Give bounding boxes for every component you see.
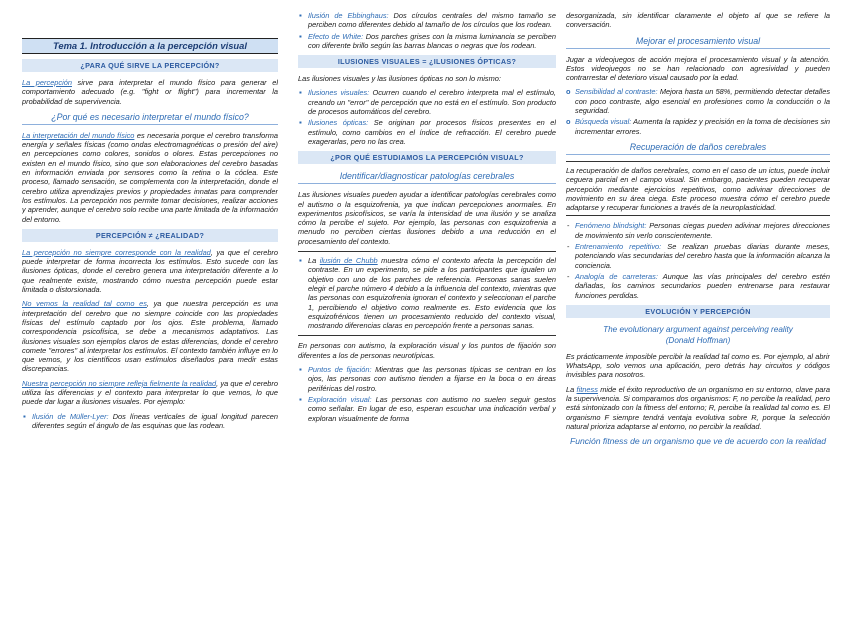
subheading-improve-processing: Mejorar el procesamiento visual xyxy=(566,35,830,49)
list-item-text: Dos círculos centrales del mismo tamaño se perciben como diferentes debido al tamaño de los círculos que los rodean. xyxy=(308,11,556,30)
term-muller-lyer: Ilusión de Müller-Lyer: xyxy=(32,411,109,421)
list-item-text: La xyxy=(308,256,320,266)
paragraph-not-as-is xyxy=(22,299,278,373)
term-fixation: Puntos de fijación: xyxy=(308,365,372,375)
list-item xyxy=(575,221,830,240)
subheading-pathologies: Identificar/diagnosticar patologías cerebrales xyxy=(298,170,556,184)
chubb-box xyxy=(298,251,556,336)
list-item-text: Ocurren cuando el cerebro interpreta mal el estímulo, creando un "error" de percepción que no está en el estímulo. Son producto de procesos automáticos del cerebro. xyxy=(308,88,556,117)
paragraph-text: , ya que el cerebro puede interpretar de forma incorrecta los estímulos. Esto sucede con las ilusiones ópticas, donde el cerebro genera una interpretación diferente a lo que realmente existe, mostrando cómo nuestra percepción puede estar limitada o distorsionada. xyxy=(22,247,278,295)
list-item xyxy=(575,117,830,136)
paragraph-text: sirve para interpretar el mundo físico para generar el comportamiento adecuado (e.g. "fight or flight") para incrementar la probabilidad de supervivencia. xyxy=(22,78,278,106)
paragraph-videogames: Jugar a videojuegos de acción mejora el procesamiento visual y la atención. Estos videojuegos no se han relacionado con agresividad y pueden contrarrestar el deterioro visual causado por la edad. xyxy=(566,54,830,83)
paragraph-not-same: Las ilusiones visuales y las ilusiones ópticas no son lo mismo: xyxy=(298,74,501,84)
paragraph-continuation: desorganizada, sin identificar claramente el objeto al que se refiere la conversación. xyxy=(566,11,830,30)
list-item-text: muestra cómo el contexto afecta la percepción del contraste. En un experimento, se pide a los participantes que igualen un objetivo con uno de los parches de referencia. Personas sanas suelen elegir el parche número 4 debido a la influencia del contexto, mientras que las personas con esquizofrenia ignoran el contexto y seleccionan el parche 1, percibiendo el objetivo como realmente es. Esto evidencia que los esquizofrénicos tienen un procesamiento reducido del contexto visual, mostrando diferencias claras en percepción frente a personas sanas. xyxy=(308,256,556,331)
term-repetitive-training: Entrenamiento repetitivo: xyxy=(575,242,662,252)
paragraph-recovery: La recuperación de daños cerebrales, como en el caso de un ictus, puede incluir ceguera parcial en el campo visual. Sin embargo, pacientes pueden recuperar percepción mediante ejercicios repetitivos, como adivinar direcciones de movimiento en su área ciega. Este proceso muestra cómo el cerebro puede adaptarse y recuperar funciones a través de la neuroplasticidad. xyxy=(566,165,830,213)
subheading-interpret-world: ¿Por qué es necesario interpretar el mundo físico? xyxy=(22,111,278,125)
list-item xyxy=(308,365,556,393)
term-contrast-sensitivity: Sensibilidad al contraste: xyxy=(575,87,658,97)
term-exploration: Exploración visual: xyxy=(308,394,372,404)
list-item-text: Dos líneas verticales de igual longitud parecen diferentes según el ángulo de las esquinas que las rodean. xyxy=(32,411,278,430)
paragraph-perception xyxy=(22,78,278,106)
list-item xyxy=(32,412,278,431)
list-item-text: Se originan por procesos físicos presentes en el estímulo, como cambios en el índice de refracción. El cerebro puede exagerarlas, pero no las crea. xyxy=(308,118,556,146)
section-bar-why-study: ¿POR QUÉ ESTUDIAMOS LA PERCEPCIÓN VISUAL? xyxy=(298,151,556,164)
list-item-text: Aumenta la rapidez y precisión en la toma de decisiones sin incrementar errores. xyxy=(575,117,830,136)
illusion-list xyxy=(22,412,278,431)
videogame-benefits-list xyxy=(566,87,830,135)
list-item-text: Mientras que las personas típicas se centran en los ojos, las personas con autismo tienden a fijarse en la boca o en áreas periféricas del rostro. xyxy=(308,365,556,393)
section-bar-perception-reality: PERCEPCIÓN ≠ ¿REALIDAD? xyxy=(22,229,278,242)
autism-list xyxy=(298,365,556,423)
list-item xyxy=(308,118,556,146)
paragraph-not-reality xyxy=(22,248,278,294)
recovery-list xyxy=(566,221,830,299)
term-visual-search: Búsqueda visual: xyxy=(575,117,632,127)
paragraph-not-faithful xyxy=(22,379,278,407)
column-2 xyxy=(298,11,556,610)
paragraph-text: La xyxy=(566,384,577,394)
page-title: Tema 1. Introducción a la percepción visual xyxy=(22,38,278,54)
paragraph-autism: En personas con autismo, la exploración visual y los puntos de fijación son diferentes a los de personas neurotípicas. xyxy=(298,341,556,360)
list-item xyxy=(308,256,556,330)
term-perception: La percepción xyxy=(22,78,72,87)
chubb-list xyxy=(298,256,556,330)
column-3 xyxy=(566,11,830,610)
term-optical-illusions: Ilusiones ópticas: xyxy=(308,118,369,128)
list-item-text: Se realizan pruebas diarias durante meses, potenciando vías secundarias del cerebro hasta que la información alcanza la conciencia. xyxy=(575,242,830,270)
term-ebbinghaus: Ilusión de Ebbinghaus: xyxy=(308,11,389,20)
term-not-reality: La percepción no siempre corresponde con la realidad xyxy=(22,247,211,257)
list-item-text: Personas ciegas pueden adivinar mejores direcciones de movimiento sin verlo conscientemente. xyxy=(575,221,830,240)
section-bar-evolution: EVOLUCIÓN Y PERCEPCIÓN xyxy=(566,305,830,318)
column-1 xyxy=(22,38,278,637)
list-item xyxy=(308,32,556,51)
term-blindsight: Fenómeno blindsight: xyxy=(575,221,647,231)
term-interpretation: La interpretación del mundo físico xyxy=(22,130,135,140)
list-item xyxy=(308,88,556,116)
subheading-fitness-function: Función fitness de un organismo que ve de acuerdo con la realidad xyxy=(569,436,827,447)
section-bar-visual-optical: ILUSIONES VISUALES = ¿ILUSIONES ÓPTICAS? xyxy=(298,55,556,68)
list-item-text: Las personas con autismo no suelen seguir gestos como señalar. En lugar de eso, esperan escuchar una indicación verbal y exploran visualmente de forma xyxy=(308,394,556,423)
term-visual-illusions: Ilusiones visuales: xyxy=(308,88,370,98)
term-road-analogy: Analogía de carreteras: xyxy=(575,271,658,281)
quote-author: (Donald Hoffman) xyxy=(665,335,731,345)
quote-title: The evolutionary argument against perceiving reality xyxy=(603,324,793,334)
term-not-as-is: No vemos la realidad tal como es xyxy=(22,299,147,309)
list-item-text: Aunque las vías principales del cerebro estén dañadas, los caminos secundarios pueden entrenarse para restaurar funciones perdidas. xyxy=(575,271,830,300)
term-chubb: ilusión de Chubb xyxy=(319,256,378,266)
paragraph-text: , ya que el cerebro utiliza las diferencias y el contexto para interpretar lo que vemos, lo que puede dar lugar a ilusiones visuales. Por ejemplo: xyxy=(22,378,278,407)
paragraph-text: , ya que nuestra percepción es una interpretación del cerebro que no siempre coincide con las propiedades físicas del estímulo captado por los ojos. Este problema, llamado correspondencia psicofísica, se debe a mecanismos adaptativos. Las ilusiones visuales son ejemplos claros de estas diferencias, donde el cerebro comete "errores" al interpretar los estímulos. El contexto también influye en lo que vemos, y los científicos usan estímulos diseñados para medir estas discrepancias. xyxy=(22,299,278,374)
paragraph-pathologies: Las ilusiones visuales pueden ayudar a identificar patologías cerebrales como el autismo o la esquizofrenia, ya que indican percepciones anormales. En experimentos psicofísicos, se varía la intensidad de una ilusión y se analiza cómo la percibe el sujeto. Por ejemplo, las personas con esquizofrenia a menudo no perciben ciertas ilusiones debido a una reducción en el procesamiento del contexto. xyxy=(298,190,556,246)
list-item xyxy=(575,87,830,115)
illusion-list-cont xyxy=(298,11,556,50)
recovery-box xyxy=(566,161,830,216)
section-bar-perception-purpose: ¿PARA QUÉ SIRVE LA PERCEPCIÓN? xyxy=(22,59,278,72)
term-not-faithful: Nuestra percepción no siempre refleja fielmente la realidad xyxy=(22,378,217,388)
term-white-effect: Efecto de White: xyxy=(308,31,364,41)
paragraph-text: mide el éxito reproductivo de un organismo en su entorno, clave para la supervivencia. Si comparamos dos organismos: F, no percibe la realidad, pero está sintonizado con la fitness del entorno; R, percibe la realidad tal como es. El organismo F siempre tendrá ventaja evolutiva sobre R, porque la selección natural prioriza adaptarse al entorno, no percibir la realidad. xyxy=(566,384,830,431)
paragraph-fitness xyxy=(566,385,830,431)
paragraph-text: es necesaria porque el cerebro transforma energía y señales físicas (como ondas electromagnéticas o presión del aire) en percepciones como colores, sonidos o olores. Estas percepciones no existen en el mundo físico, sino que son elaboraciones del cerebro basadas en información enviada por sensores como la retina o la cóclea. Este proceso, llamado sensación, se complementa con la interpretación, donde el cerebro utiliza aprendizajes previos y propiedades innatas para comprender los estímulos. La percepción nos permite tomar decisiones, realizar acciones y aprender, aunque el cerebro solo recibe una parte limitada de la información del entorno. xyxy=(22,130,278,224)
list-item xyxy=(575,242,830,270)
paragraph-interpretation xyxy=(22,131,278,224)
subheading-brain-recovery: Recuperación de daños cerebrales xyxy=(566,141,830,155)
list-item xyxy=(308,11,556,30)
list-item xyxy=(308,395,556,423)
list-item-text: Mejora hasta un 58%, permitiendo detectar detalles con poco contraste, algo esencial en profesiones como la conducción o la seguridad. xyxy=(575,87,830,116)
term-fitness: fitness xyxy=(576,384,598,394)
hoffman-quote xyxy=(566,324,830,346)
illusion-types-list xyxy=(298,88,556,146)
list-item xyxy=(575,272,830,300)
list-item-text: Dos parches grises con la misma luminancia se perciben con diferente brillo según las barras blancas o negras que los rodean. xyxy=(308,31,556,50)
paragraph-whatsapp: Es prácticamente imposible percibir la realidad tal como es. Por ejemplo, al abrir WhatsApp, solo vemos una aplicación, pero detrás hay circuitos y códigos invisibles para nosotros. xyxy=(566,351,830,380)
